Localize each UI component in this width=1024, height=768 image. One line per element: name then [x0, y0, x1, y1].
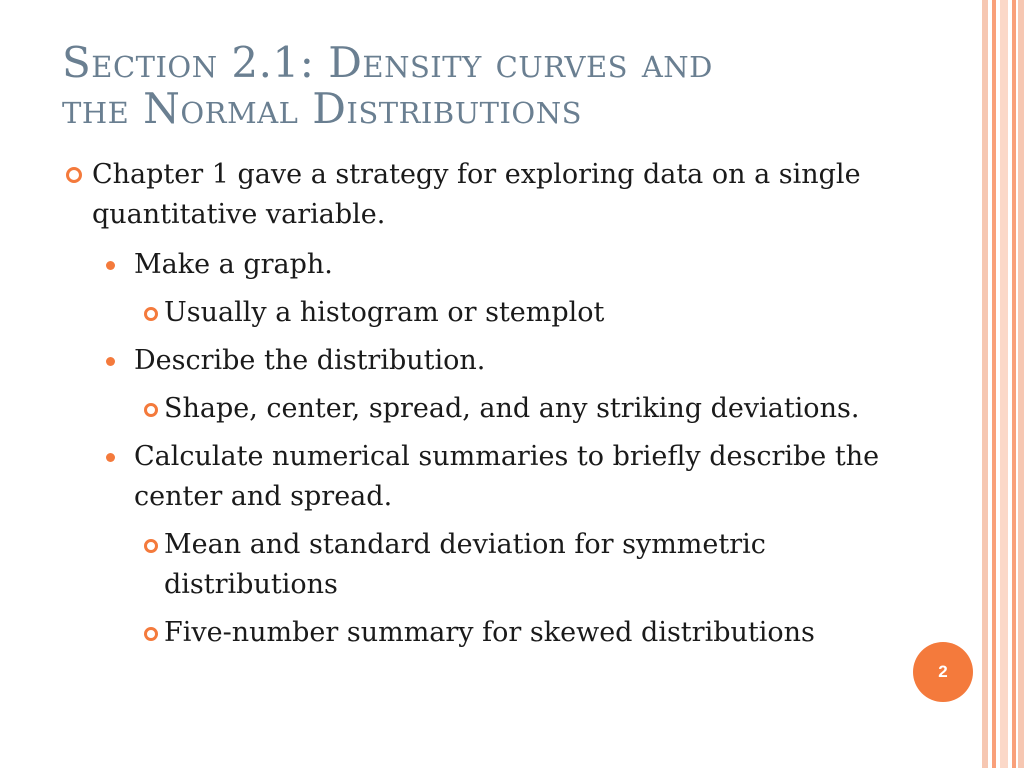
decorative-stripes [980, 0, 1024, 768]
dot-bullet-icon [106, 261, 115, 270]
bullet-item [62, 437, 892, 517]
ring-bullet-icon [66, 167, 82, 183]
bullet-item [62, 155, 892, 235]
bullet-list [62, 155, 892, 661]
bullet-item [62, 613, 892, 653]
bullet-item [62, 245, 892, 285]
bullet-text: Shape, center, spread, and any striking deviations. [164, 393, 860, 424]
bullet-text: Make a graph. [134, 249, 333, 280]
bullet-item [62, 389, 892, 429]
ring-bullet-icon [144, 539, 158, 553]
bullet-item [62, 293, 892, 333]
dot-bullet-icon [106, 357, 115, 366]
page-number: 2 [938, 662, 948, 681]
ring-bullet-icon [144, 307, 158, 321]
bullet-text: Usually a histogram or stemplot [164, 297, 605, 328]
slide-title-line-1: Section 2.1: Density curves and [62, 38, 713, 87]
bullet-text: Mean and standard deviation for symmetric distributions [164, 529, 766, 600]
slide-title [62, 40, 942, 132]
bullet-text: Chapter 1 gave a strategy for exploring data on a single quantitative variable. [92, 159, 861, 230]
page-number-badge [913, 642, 973, 702]
bullet-item [62, 525, 892, 605]
slide-title-line-2: the Normal Distributions [62, 84, 582, 133]
ring-bullet-icon [144, 403, 158, 417]
ring-bullet-icon [144, 627, 158, 641]
bullet-text: Describe the distribution. [134, 345, 486, 376]
bullet-text: Five-number summary for skewed distributions [164, 617, 815, 648]
bullet-item [62, 341, 892, 381]
dot-bullet-icon [106, 453, 115, 462]
bullet-text: Calculate numerical summaries to briefly describe the center and spread. [134, 441, 880, 512]
